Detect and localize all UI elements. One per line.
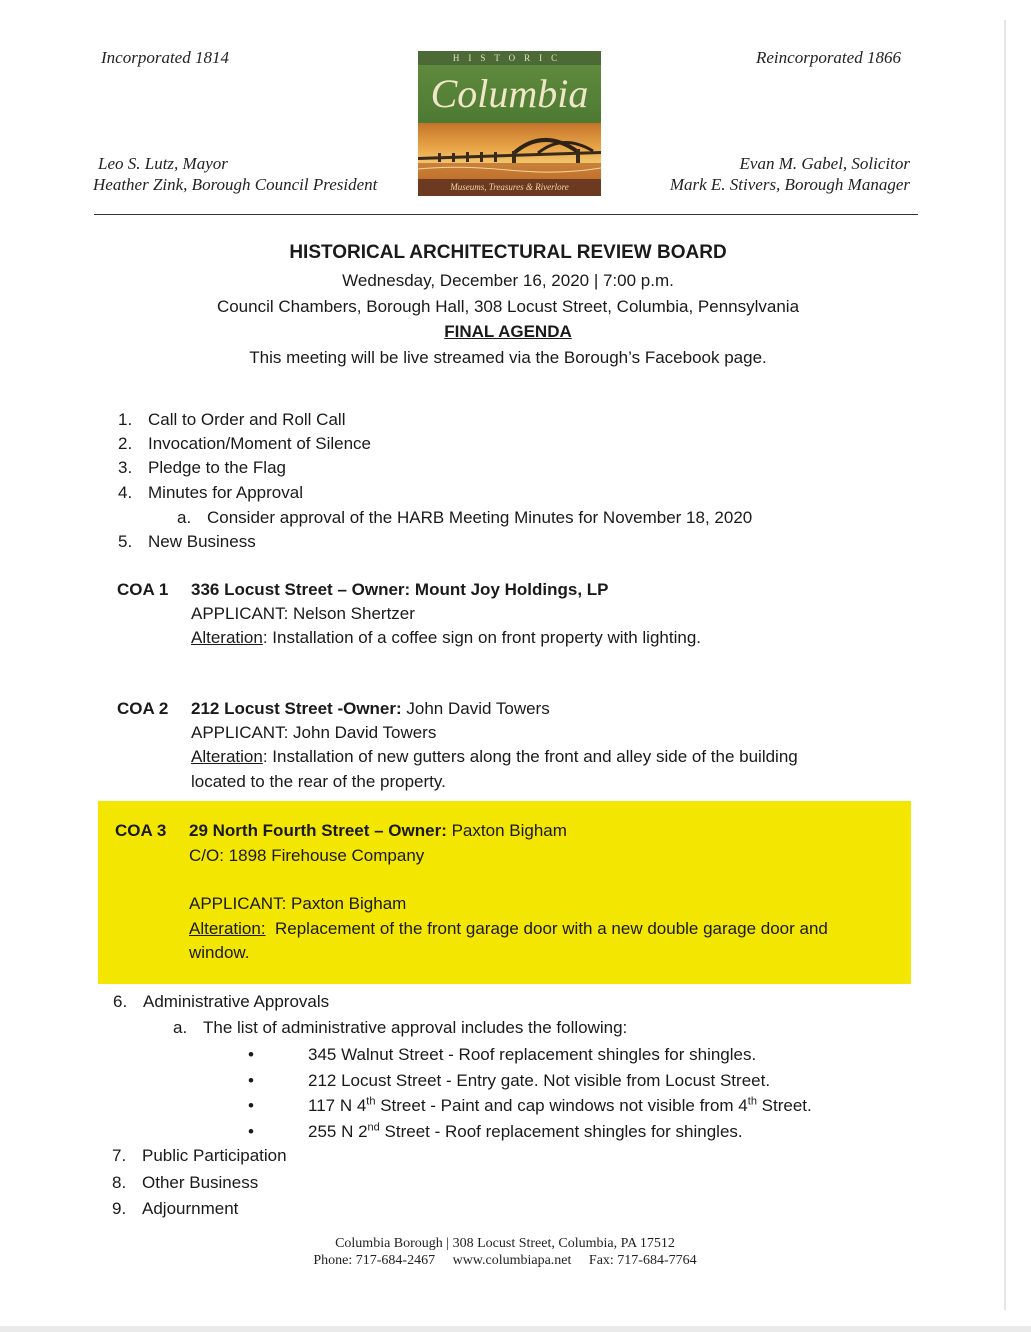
final-agenda-label: FINAL AGENDA [444, 322, 572, 341]
addr-post: Street. [756, 1096, 812, 1115]
alteration-text: : Installation of a coffee sign on front property with lighting. [262, 628, 701, 647]
ordinal-sup: th [366, 1095, 376, 1108]
coa-id: COA 3 [115, 821, 167, 840]
addr-mid: Street - Paint and cap windows not visible from 4 [375, 1096, 748, 1115]
agenda-item: New Business [148, 532, 256, 551]
page-edge-bottom [0, 1326, 1031, 1332]
manager-name: Mark E. Stivers, Borough Manager [669, 175, 910, 194]
coa-applicant: APPLICANT: John David Towers [191, 723, 437, 742]
agenda-item: Call to Order and Roll Call [148, 410, 346, 429]
incorporated-text: Incorporated 1814 [101, 48, 229, 67]
coa-alteration [191, 628, 701, 648]
coa-heading [191, 699, 550, 719]
alteration-label: Alteration: [189, 919, 266, 938]
footer-phone: Phone: 717-684-2467 [313, 1253, 436, 1268]
logo-historic-band: HISTORIC [418, 51, 601, 66]
admin-approval-item: 212 Locust Street - Entry gate. Not visible from Locust Street. [308, 1071, 771, 1090]
addr-post: Street - Roof replacement shingles for shingles. [379, 1122, 743, 1141]
agenda-item: Minutes for Approval [148, 483, 303, 502]
board-title: HISTORICAL ARCHITECTURAL REVIEW BOARD [289, 242, 727, 263]
meeting-location: Council Chambers, Borough Hall, 308 Locust Street, Columbia, Pennsylvania [216, 297, 800, 316]
stream-note: This meeting will be live streamed via the Borough’s Facebook page. [249, 348, 767, 367]
bullet: • [248, 1096, 254, 1115]
ordinal-sup: nd [367, 1121, 380, 1134]
agenda-item-num: 4. [118, 483, 133, 502]
footer-fax: Fax: 717-684-7764 [588, 1253, 697, 1268]
coa-alteration [191, 747, 798, 767]
agenda-item-num: 5. [118, 532, 133, 551]
coa-heading [189, 821, 567, 841]
coa-heading-owner: Paxton Bigham [446, 821, 567, 840]
minutes-sub-item: Consider approval of the HARB Meeting Minutes for November 18, 2020 [207, 508, 753, 527]
admin-approval-item [308, 1096, 812, 1116]
agenda-item-num: 8. [112, 1173, 127, 1192]
coa-heading-owner: John David Towers [401, 699, 550, 718]
agenda-item-num: 6. [113, 992, 128, 1011]
agenda-item-num: 1. [118, 410, 133, 429]
logo-title: Columbia [418, 65, 601, 123]
coa-heading-bold: 212 Locust Street -Owner: [191, 699, 402, 718]
coa-applicant: APPLICANT: Paxton Bigham [189, 894, 407, 913]
footer-website[interactable]: www.columbiapa.net [452, 1253, 572, 1268]
footer-contact [0, 1253, 1010, 1269]
agenda-item: Other Business [142, 1173, 259, 1192]
bridge-icon [418, 123, 601, 179]
admin-sub-item: The list of administrative approval includes the following: [203, 1018, 628, 1037]
alteration-text: : Installation of new gutters along the front and alley side of the building [262, 747, 798, 766]
admin-approval-item: 345 Walnut Street - Roof replacement shingles for shingles. [308, 1045, 757, 1064]
coa-care-of: C/O: 1898 Firehouse Company [189, 846, 425, 865]
agenda-item: Adjournment [142, 1199, 239, 1218]
agenda-item-num: 3. [118, 458, 133, 477]
admin-sub-letter: a. [173, 1018, 188, 1037]
coa-alteration [189, 919, 828, 939]
minutes-sub-letter: a. [177, 508, 192, 527]
logo-bridge-scene [418, 123, 601, 179]
agenda-item-num: 7. [112, 1146, 127, 1165]
solicitor-name: Evan M. Gabel, Solicitor [739, 154, 910, 173]
bullet: • [248, 1045, 254, 1064]
coa-heading-bold: 29 North Fourth Street – Owner: [189, 821, 447, 840]
alteration-label: Alteration [191, 747, 263, 766]
agenda-item-num: 2. [118, 434, 133, 453]
agenda-item: Invocation/Moment of Silence [148, 434, 372, 453]
coa-id: COA 1 [117, 580, 169, 599]
reincorporated-text: Reincorporated 1866 [756, 48, 901, 67]
ordinal-sup: th [747, 1095, 757, 1108]
columbia-logo [418, 51, 601, 196]
alteration-label: Alteration [191, 628, 263, 647]
admin-approval-item [308, 1122, 743, 1142]
meeting-date-time: Wednesday, December 16, 2020 | 7:00 p.m. [342, 271, 674, 290]
coa-heading: 336 Locust Street – Owner: Mount Joy Holdings, LP [191, 580, 609, 599]
mayor-name: Leo S. Lutz, Mayor [98, 154, 228, 173]
addr-pre: 255 N 2 [308, 1122, 368, 1141]
agenda-item: Administrative Approvals [143, 992, 330, 1011]
alteration-text: Replacement of the front garage door with a new double garage door and [265, 919, 828, 938]
bullet: • [248, 1122, 254, 1141]
coa-alteration-cont: window. [189, 943, 250, 962]
coa-applicant: APPLICANT: Nelson Shertzer [191, 604, 415, 623]
addr-pre: 117 N 4 [308, 1096, 367, 1115]
coa-alteration-cont: located to the rear of the property. [191, 772, 446, 791]
footer-address: Columbia Borough | 308 Locust Street, Columbia, PA 17512 [335, 1236, 675, 1251]
page-edge-right [1004, 20, 1006, 1310]
agenda-item: Pledge to the Flag [148, 458, 286, 477]
agenda-item-num: 9. [112, 1199, 127, 1218]
letterhead-divider [94, 214, 918, 215]
agenda-item: Public Participation [142, 1146, 287, 1165]
logo-tagline: Museums, Treasures & Riverlore [418, 179, 601, 196]
council-president-name: Heather Zink, Borough Council President [93, 175, 378, 194]
bullet: • [248, 1071, 254, 1090]
coa-id: COA 2 [117, 699, 169, 718]
